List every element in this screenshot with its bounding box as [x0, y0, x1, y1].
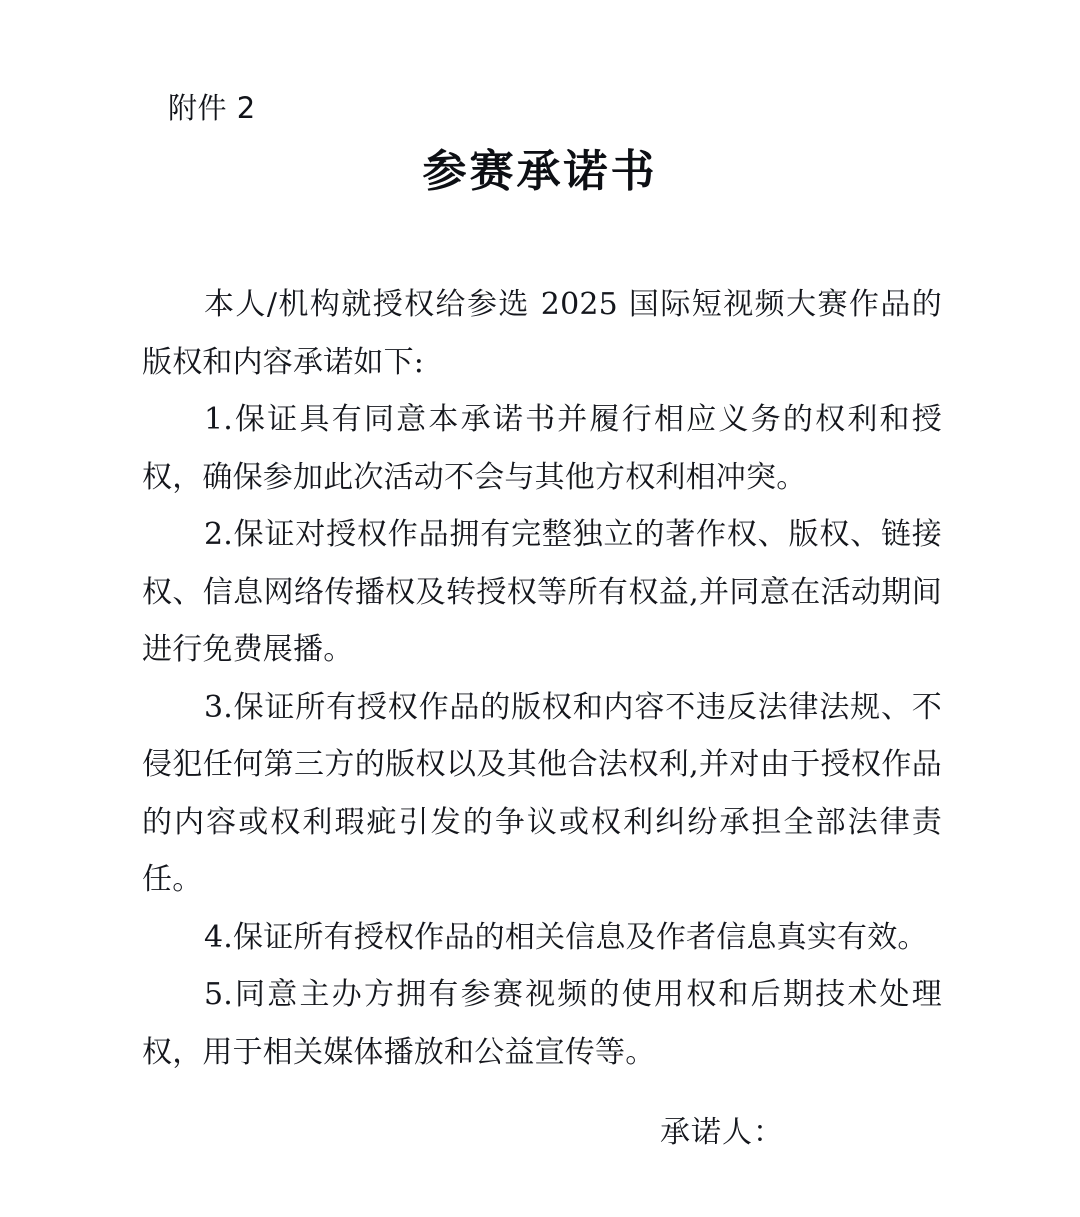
signature-block: [142, 1108, 942, 1158]
document-body: [142, 276, 942, 1081]
commitment-item-3: 3.保证所有授权作品的版权和内容不违反法律法规、不侵犯任何第三方的版权以及其他合法权利,并对由于授权作品的内容或权利瑕疵引发的争议或权利纠纷承担全部法律责任。: [142, 689, 942, 897]
commitment-item-2: 2.保证对授权作品拥有完整独立的著作权、版权、链接权、信息网络传播权及转授权等所有权益,并同意在活动期间进行免费展播。: [142, 517, 942, 667]
attachment-label: 附件 2: [168, 91, 256, 125]
intro-paragraph: 本人/机构就授权给参选 2025 国际短视频大赛作品的版权和内容承诺如下:: [142, 287, 942, 380]
commitment-item-1: 1.保证具有同意本承诺书并履行相应义务的权利和授权，确保参加此次活动不会与其他方权利相冲突。: [142, 402, 942, 495]
commitment-item-5: 5.同意主办方拥有参赛视频的使用权和后期技术处理权，用于相关媒体播放和公益宣传等。: [142, 977, 942, 1070]
commitment-item-4: 4.保证所有授权作品的相关信息及作者信息真实有效。: [204, 919, 928, 955]
signature-label: 承诺人：: [660, 1115, 784, 1150]
page-title: 参赛承诺书: [422, 146, 658, 197]
